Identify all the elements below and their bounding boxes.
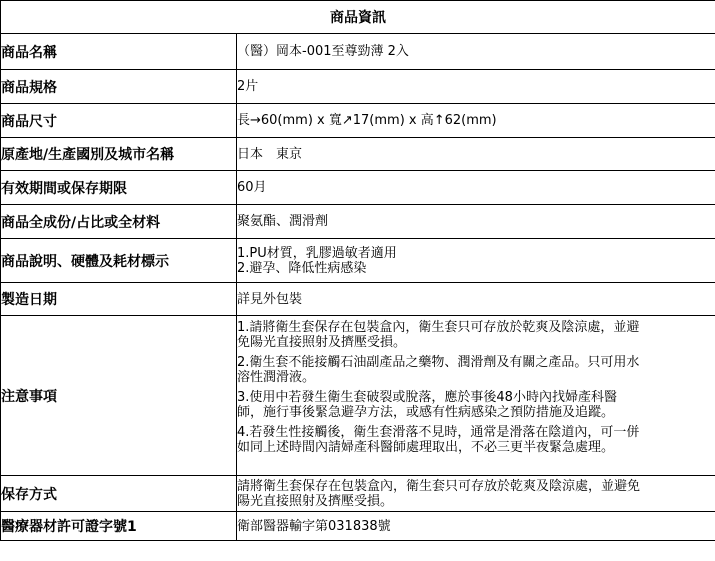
row-label-spec: 商品規格 (1, 70, 237, 104)
row-value-origin: 日本 東京 (237, 138, 715, 171)
table-row (1, 239, 715, 283)
table-title: 商品資訊 (1, 1, 715, 34)
table-row (1, 138, 715, 171)
note-line: 4.若發生性接觸後，衛生套滑落不見時，通常是滑落在陰道內，可一併 (237, 425, 640, 440)
note-line: 1.請將衛生套保存在包裝盒內，衛生套只可存放於乾爽及陰涼處，並避 (237, 320, 640, 335)
row-label-origin: 原產地/生產國別及城市名稱 (1, 138, 237, 171)
note-line: 免陽光直接照射及擠壓受損。 (237, 335, 407, 350)
table-row (1, 283, 715, 316)
description-line: 1.PU材質，乳膠過敏者適用 (237, 245, 397, 261)
row-label-storage: 保存方式 (1, 476, 237, 512)
row-label-manufacture-date: 製造日期 (1, 283, 237, 316)
note-paragraph (237, 320, 715, 350)
row-value-storage (237, 476, 715, 512)
note-paragraph (237, 425, 715, 455)
row-value-ingredients: 聚氨酯、潤滑劑 (237, 205, 715, 239)
table-row (1, 34, 715, 70)
table-row (1, 476, 715, 512)
note-line: 3.使用中若發生衛生套破裂或脫落，應於事後48小時內找婦產科醫 (237, 390, 617, 405)
row-value-spec: 2片 (237, 70, 715, 104)
row-value-manufacture-date: 詳見外包裝 (237, 283, 715, 316)
row-value-description (237, 239, 715, 283)
note-line: 2.衛生套不能接觸石油副產品之藥物、潤滑劑及有關之產品。只可用水 (237, 355, 640, 370)
table-row (1, 171, 715, 205)
table-row (1, 205, 715, 239)
row-label-license: 醫療器材許可證字號1 (1, 512, 237, 541)
row-label-description: 商品說明、硬體及耗材標示 (1, 239, 237, 283)
note-paragraph (237, 390, 715, 420)
row-label-notes: 注意事項 (1, 316, 237, 476)
row-value-product-name: （醫）岡本-001至尊勁薄 2入 (237, 34, 715, 70)
storage-line: 請將衛生套保存在包裝盒內，衛生套只可存放於乾爽及陰涼處，並避免 (237, 478, 641, 494)
note-paragraph (237, 355, 715, 385)
table-row (1, 512, 715, 541)
storage-line: 陽光直接照射及擠壓受損。 (237, 493, 394, 509)
row-value-notes (237, 316, 715, 476)
row-label-expiry: 有效期間或保存期限 (1, 171, 237, 205)
row-label-size: 商品尺寸 (1, 104, 237, 138)
description-line: 2.避孕、降低性病感染 (237, 260, 367, 276)
table-row (1, 316, 715, 476)
row-label-product-name: 商品名稱 (1, 34, 237, 70)
note-line: 師，施行事後緊急避孕方法，或感有性病感染之預防措施及追蹤。 (237, 405, 615, 420)
table-row (1, 104, 715, 138)
note-line: 如同上述時間內請婦產科醫師處理取出，不必三更半夜緊急處理。 (237, 440, 615, 455)
row-label-ingredients: 商品全成份/占比或全材料 (1, 205, 237, 239)
row-value-expiry: 60月 (237, 171, 715, 205)
note-line: 溶性潤滑液。 (237, 370, 316, 385)
row-value-license: 衛部醫器輸字第031838號 (237, 512, 715, 541)
row-value-size: 長→60(mm) x 寬↗17(mm) x 高↑62(mm) (237, 104, 715, 138)
table-row (1, 70, 715, 104)
